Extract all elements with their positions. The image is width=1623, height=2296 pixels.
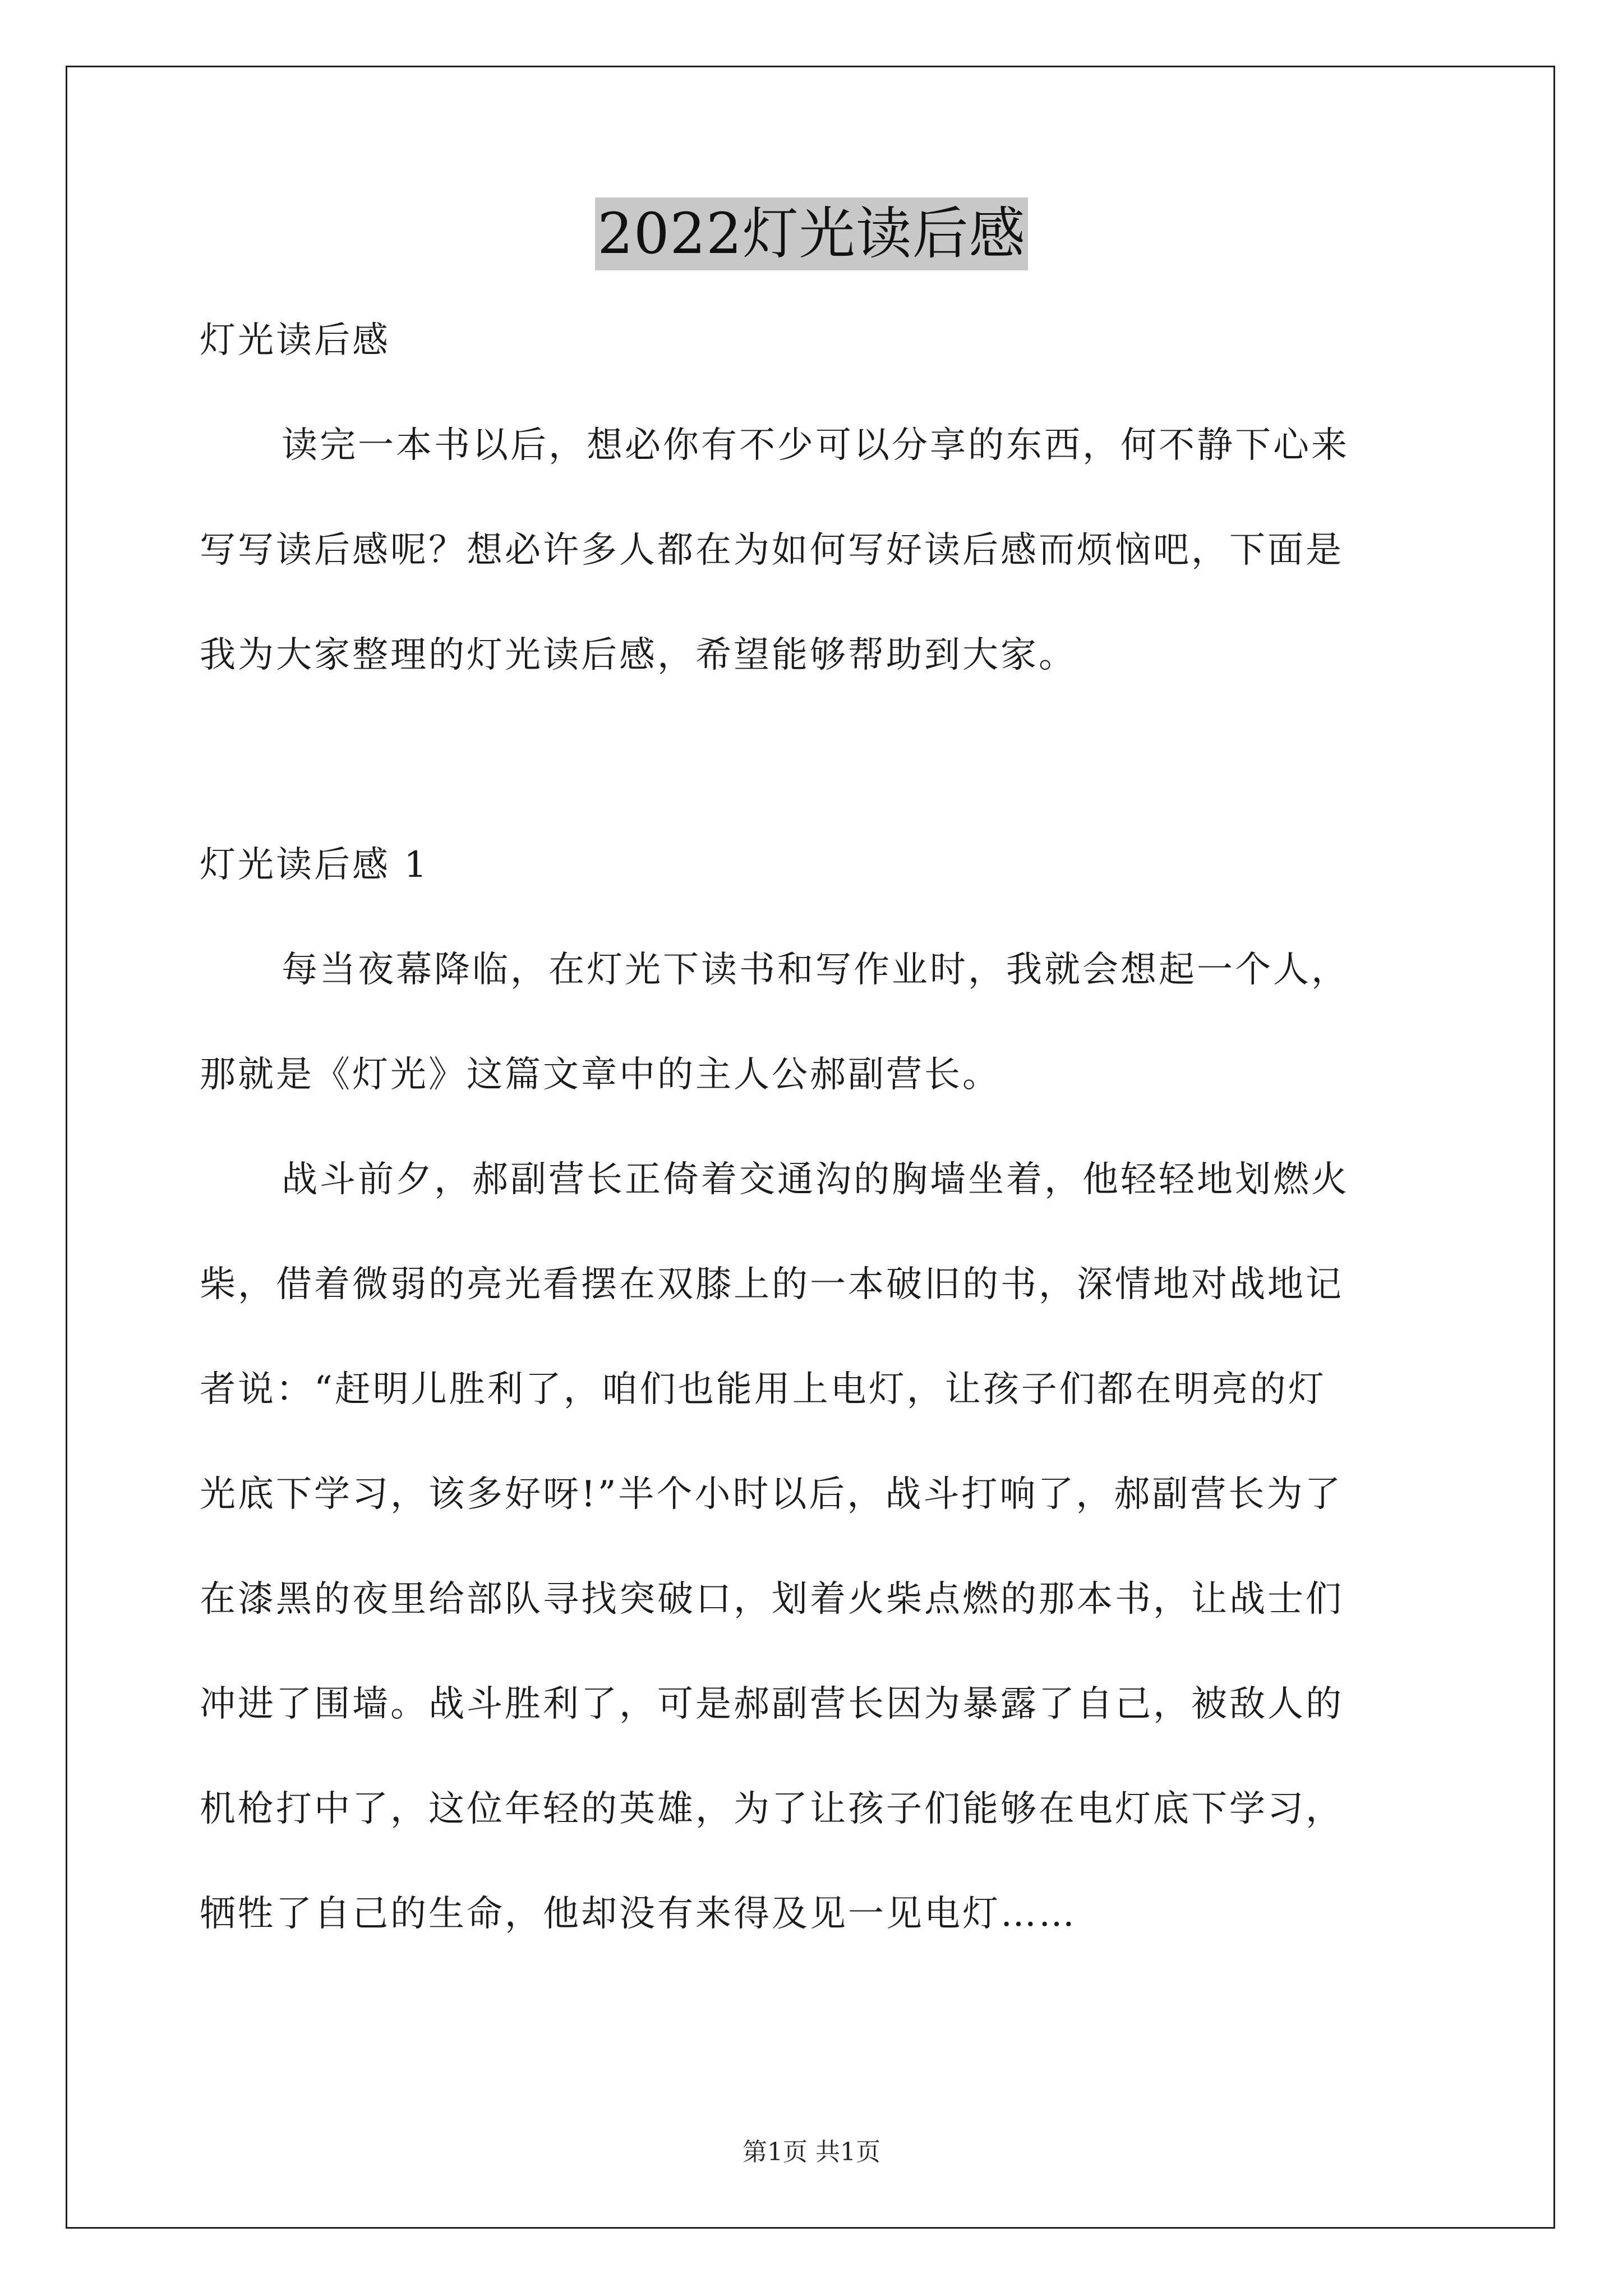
paragraph-line: 读完一本书以后，想必你有不少可以分享的东西，何不静下心来 bbox=[282, 425, 1349, 466]
section-heading: 灯光读后感 bbox=[200, 320, 390, 361]
paragraph-line: 在漆黑的夜里给部队寻找突破口，划着火柴点燃的那本书，让战士们 bbox=[200, 1579, 1344, 1620]
paragraph-line: 冲进了围墙。战斗胜利了，可是郝副营长因为暴露了自己，被敌人的 bbox=[200, 1683, 1344, 1725]
paragraph-line: 柴，借着微弱的亮光看摆在双膝上的一本破旧的书，深情地对战地记 bbox=[200, 1264, 1344, 1305]
title-container bbox=[0, 197, 1623, 270]
document-body bbox=[200, 304, 1428, 1982]
paragraph-line: 牺牲了自己的生命，他却没有来得及见一见电灯…… bbox=[200, 1893, 1077, 1935]
paragraph-line: 写写读后感呢？想必许多人都在为如何写好读后感而烦恼吧，下面是 bbox=[200, 530, 1344, 571]
section-heading: 灯光读后感 1 bbox=[200, 844, 430, 886]
paragraph-line: 者说：“赶明儿胜利了，咱们也能用上电灯，让孩子们都在明亮的灯 bbox=[200, 1369, 1326, 1410]
paragraph-line: 每当夜幕降临，在灯光下读书和写作业时，我就会想起一个人， bbox=[282, 949, 1349, 991]
paragraph-gap bbox=[200, 724, 1428, 829]
document-title: 2022灯光读后感 bbox=[595, 197, 1028, 270]
paragraph-line: 机枪打中了，这位年轻的英雄，为了让孩子们能够在电灯底下学习， bbox=[200, 1788, 1344, 1830]
paragraph-line: 战斗前夕，郝副营长正倚着交通沟的胸墙坐着，他轻轻地划燃火 bbox=[282, 1159, 1349, 1200]
paragraph-line: 那就是《灯光》这篇文章中的主人公郝副营长。 bbox=[200, 1054, 1000, 1096]
paragraph-line: 光底下学习，该多好呀!”半个小时以后，战斗打响了，郝副营长为了 bbox=[200, 1474, 1343, 1515]
paragraph-line: 我为大家整理的灯光读后感，希望能够帮助到大家。 bbox=[200, 634, 1077, 676]
page-footer: 第1页 共1页 bbox=[743, 2138, 880, 2166]
